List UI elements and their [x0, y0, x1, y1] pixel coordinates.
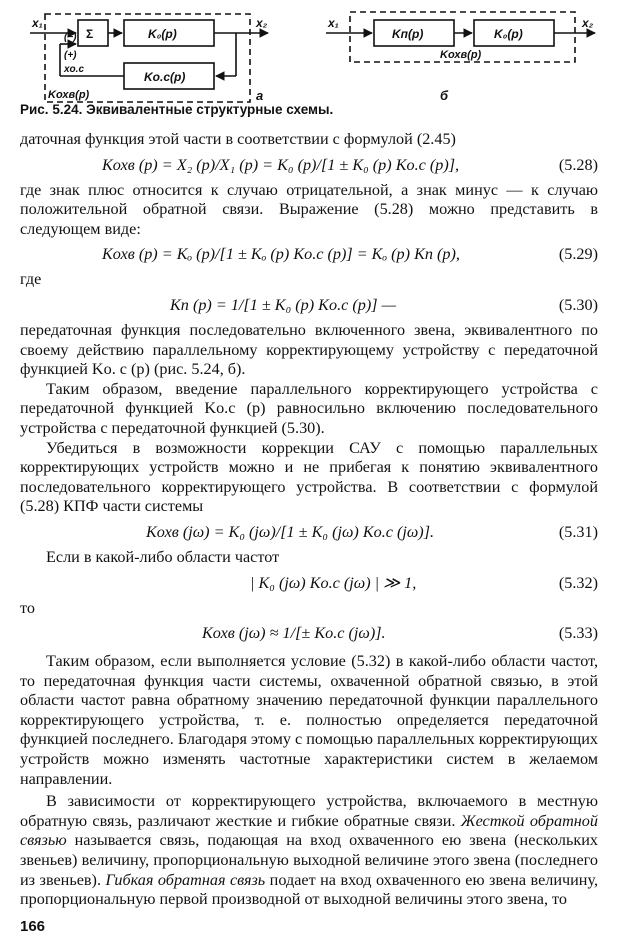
paragraph-3: где: [20, 270, 42, 289]
a-k0-label: K₀(p): [148, 27, 177, 41]
paragraph-7: Если в какой-либо области частот: [46, 547, 280, 566]
a-sum-symbol: Σ: [86, 27, 94, 41]
paragraph-10-part-2: называется связь, подающая на вход охваченного ею звена (нескольких звеньев) величину, пропорциональную выходной величине этого звена (последнего из звеньев).: [20, 831, 598, 889]
b-label: б: [440, 88, 449, 103]
a-x1-label: x₁: [32, 16, 43, 30]
page-number: 166: [20, 918, 46, 935]
equation-5-30-formula: Kп (p) = 1/[1 ± K₀ (p) Kо.с (p)] —: [170, 295, 396, 314]
equation-5-29-number: (5.29): [558, 245, 598, 264]
equation-5-30-number: (5.30): [558, 295, 598, 314]
figure-caption: Рис. 5.24. Эквивалентные структурные схемы.: [20, 102, 334, 117]
equation-5-29-formula: Kохв (p) = Kₒ (p)/[1 ± Kₒ (p) Kо.с (p)] = Kₒ (p) Kп (p),: [102, 245, 460, 264]
equation-5-32-formula: | K₀ (jω) Kо.с (jω) | ≫ 1,: [250, 573, 417, 592]
paragraph-2: где знак плюс относится к случаю отрицательной, а знак минус — к случаю положительной обратной связи. Выражение (5.28) можно представить в следующем виде:: [20, 180, 598, 238]
b-kp-label: Kп(p): [392, 27, 424, 41]
equation-5-31-number: (5.31): [558, 522, 598, 541]
a-sign-plus: (+): [64, 50, 77, 61]
paragraph-1: даточная функция этой части в соответствии с формулой (2.45): [20, 130, 456, 148]
paragraph-9: Таким образом, если выполняется условие (5.32) в какой-либо области частот, то передаточная функция части системы, охваченной обратной связью, в этой области частот равна обратному значению передаточной функции параллельного корректирующего устройства, т. е. полностью определяется передаточной функцией последнего. Благодаря этому с помощью параллельных корректирующих устройств можно изменять частотные характеристики систем в желаемом направлении.: [20, 652, 598, 788]
equation-5-33-number: (5.33): [558, 624, 598, 643]
a-label: a: [256, 88, 264, 103]
b-x1-label: x₁: [328, 16, 339, 30]
paragraph-5: Таким образом, введение параллельного корректирующего устройства с передаточной функцией Kо.с (p) равносильно включению последовательного устройства с передаточной функцией (5.30).: [20, 379, 598, 437]
equation-5-33-formula: Kохв (jω) ≈ 1/[± Kо.с (jω)].: [202, 624, 386, 643]
paragraph-8: то: [20, 598, 35, 617]
paragraph-6: Убедиться в возможности коррекции САУ с помощью параллельных корректирующих устройств можно и не прибегая к понятию эквивалентного последовательного корректирующего устройства. В соответствии с формулой (5.28) КПФ части системы: [20, 438, 598, 516]
a-kohv-label: Kохв(p): [48, 89, 90, 101]
b-x2-label: x₂: [582, 16, 594, 30]
a-x2-label: x₂: [256, 16, 268, 30]
term-rigid-feedback: Жесткой обратной связью: [20, 811, 598, 850]
a-sign-minus: (−): [64, 32, 77, 43]
paragraph-4: передаточная функция последовательно включенного звена, эквивалентного по своему действию параллельному корректирующему устройству с передаточной функцией Kо. с (p) (рис. 5.24, б).: [20, 320, 598, 379]
b-kohv-label: Kохв(p): [440, 49, 482, 61]
equation-5-31-formula: Kохв (jω) = K₀ (jω)/[1 ± K₀ (jω) Kо.с (jω)].: [146, 522, 435, 541]
paragraph-10: [20, 792, 598, 910]
equation-5-30: [20, 290, 598, 321]
equation-5-31: [20, 517, 598, 548]
term-flexible-feedback: Гибкая обратная связь: [105, 870, 266, 889]
b-k0-label: K₀(p): [494, 27, 523, 41]
paragraph-10-part-1: В зависимости от корректирующего устройства, включаемого в местную обратную связь, различают жесткие и гибкие обратные связи.: [20, 792, 598, 830]
main-text: [20, 130, 598, 910]
equation-5-29: [20, 239, 598, 270]
a-koc-label: Kо.с(p): [144, 70, 186, 84]
equation-5-32: [20, 568, 598, 599]
equation-5-28-formula: Kохв (p) = X₂ (p)/X₁ (p) = K₀ (p)/[1 ± K₀ (p) Kо.с (p)],: [102, 155, 460, 174]
equation-5-33: [20, 618, 598, 649]
paragraph-10-part-3: подает на вход охваченного ею звена величину, пропорциональную первой производной от выходной величины этого звена, то: [20, 870, 598, 909]
a-koc-signal: xо.с: [64, 64, 85, 75]
equation-5-28-number: (5.28): [558, 155, 598, 174]
equation-5-28: [20, 150, 598, 181]
equation-5-32-number: (5.32): [558, 573, 598, 592]
